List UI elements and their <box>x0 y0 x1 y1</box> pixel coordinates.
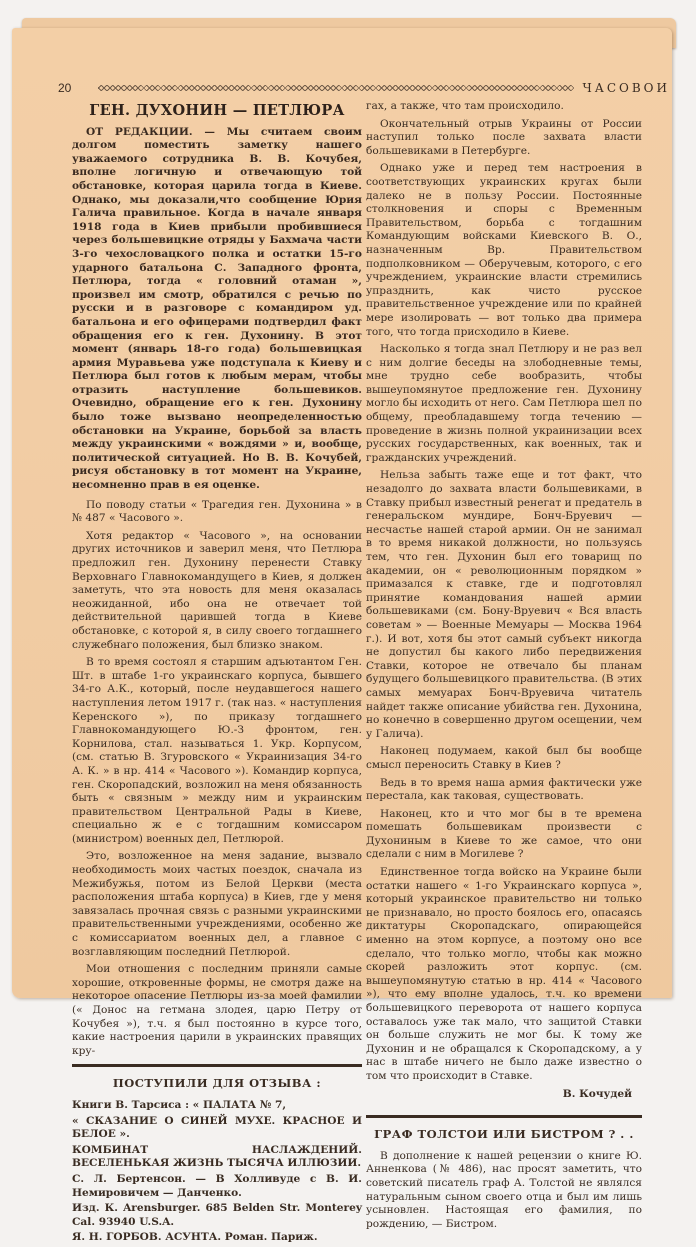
article-paragraph: Насколько я тогда знал Петлюру и не раз вел с ним долгие беседы на злободневные темы, мне трудно себе вообразить, чтобы вышеупомянутое предложение ген. Духонину могло бы исходить от него. Сам Петлюра шел по общему, преобладавшему тогда течению — проведение в жизнь полной украинизации всех русских государственных, как военных, так и гражданских учреждений. <box>366 343 642 464</box>
editorial-note: ОТ РЕДАКЦИИ. — Мы считаем своим долгом поместить заметку нашего уважаемого сотрудника В. В. Кочубея, вполне логичную и отвечающую той обстановке, которая царила тогда в Киеве. Однако, мы доказали,что сообщение Юрия Галича правильное. Когда в начале января 1918 года в Киев прибыли пробившиеся через большевицкие отряды у Бахмача части 3-го чехословацкого полка и остатки 15-го ударного батальона С. Западного фронта, Петлюра, тогда « головний отаман », произвел им смотр, обратился с речью по русски и в разговоре с командиром уд. батальона и его офицерами подтвердил факт обращения его к ген. Духонину. В этот момент (январь 18-го года) большевицкая армия Муравьева уже подступала к Киеву и Петлюра был готов к любым мерам, чтобы отразить наступление большевиков. Очевидно, обращение его к ген. Духонину было тоже вызвано неопределенностью обстановки на Украине, борьбой за власть между украинскими « вождями » и, вообще, политической ситуацией. Но В. В. Кочубей, рисуя обстановку в тот момент на Украине, несомненно прав в ея оценке. <box>72 125 362 492</box>
article-paragraph: Это, возложенное на меня задание, вызвало необходимость моих частых поездок, сначала из Межибужья, потом из Белой Церкви (места расположения штаба корпуса) в Киев, где у меня завязалась прочная связь с разными украинскими правительственными учреждениями, особенно же с комиссариатом военных дел, а главное с возглавляющим последний Петлюрой. <box>72 850 362 958</box>
article-title: ГЕН. ДУХОНИН — ПЕТЛЮРА <box>89 102 345 119</box>
article-paragraph: По поводу статьи « Трагедия ген. Духонина » в № 487 « Часового ». <box>72 498 362 525</box>
article-paragraph: Наконец, кто и что мог бы в те времена помешать большевикам произвести с Духониным в Киеве то же самое, что они сделали с ним в Могилеве ? <box>366 807 642 861</box>
article-paragraph: Хотя редактор « Часового », на основании других источников и заверил меня, что Петлюра предложил ген. Духонину перенести Ставку Верховнаго Главнокомандущего в Киев, я должен заметуть, что эта новость для меня оказалась неожиданной, ибо она не отвечает той действительной царившей тогда в Киеве обстановке, с которой я, в силу своего тогдашнего служебнаго положения, был близко знаком. <box>72 529 362 651</box>
article-paragraph: Единственное тогда войско на Украине были остатки нашего « 1-го Украинскаго корпуса », который украинское правительство ни только не признавало, но просто боялось его, опасаясь диктатуры Скоропадскаго, опирающейся именно на этом корпусе, а поэтому оно все сделало, что только могло, чтобы как можно скорей разложить этот корпус. (см. вышеупомянутую статью в нр. 414 « Часового »), что ему вполне удалось, т.ч. ко времени большевицкого переворота от нашего корпуса оставалось уже так мало, что защитой Ставки он больше служить не мог бы. К тому же Духонин и не обращался к Скоропадскому, а у нас в штабе ничего не было даже известно о том что происходит в Ставке. <box>366 866 642 1082</box>
article-paragraph: Однако уже и перед тем настроения в соответствующих украинских кругах были далеко не в пользу России. Постоянные столкновения и споры с Временным Правительством, борьба с тогдашним Командующим войсками Киевского В. О., назначенным Вр. Правительством подполковником — Оберучевым, которого, с его учреждением, украинские власти стремились упразднить, как чисто русское правительственное учреждение или по крайней мере изолировать — вот только два примера того, что тогда присходило в Киеве. <box>366 162 642 338</box>
books-received-heading: ПОСТУПИЛИ ДЛЯ ОТЗЫВА : <box>112 1076 322 1091</box>
journal-name: ЧАСОВОИ <box>582 81 670 95</box>
left-column <box>72 100 362 1247</box>
page-number: 20 <box>58 81 72 95</box>
article-paragraph: Ведь в то время наша армия фактически уже перестала, как таковая, существовать. <box>366 776 642 803</box>
books-received-section <box>72 1077 362 1245</box>
book-entry: « СКАЗАНИЕ О СИНЕЙ МУХЕ. КРАСНОЕ И БЕЛОЕ ». <box>72 1114 362 1141</box>
article-paragraph: гах, а также, что там происходило. <box>366 100 564 112</box>
article-paragraph: Наконец подумаем, какой был бы вообще смысл переносить Ставку в Киев ? <box>366 745 642 771</box>
section-divider <box>72 1064 362 1067</box>
decorative-wavy-rule <box>98 85 574 91</box>
book-entry: Книги В. Тарсиса : « ПАЛАТА № 7, <box>72 1098 287 1111</box>
article-paragraph: Нельза забыть таже еще и тот факт, что незадолго до захвата власти большевиками, в Ставку прибыл известный ренегат и предатель в генеральском мундире, Бонч-Бруевич — несчастье нашей старой армии. Он не занимал в то время никакой должности, но пользуясь тем, что ген. Духонин был его товарищ по академии, он « революционным порядком » примазался к ставке, где и подготовлял принятие командования нашей армии большевиками (см. Бону-Вруевич « Вся власть советам » — Военные Мемуары — Москва 1964 г.). И вот, хотя бы этот самый субъект никогда не допустил бы какого либо передвижения Ставки, которое не отвечало бы планам будущего большевицкого правительства. (В этих самых мемуарах Бонч-Вруевича читатель найдет также описание убийства ген. Духонина, но конечно в совершенно другом осещении, чем у Галича). <box>366 469 642 740</box>
article-paragraph: Мои отношения с последним приняли самые хорошие, откровенные формы, не смотря даже на некоторое опасение Петлюры из-за моей фамилии (« Донос на гетмана злодея, царю Петру от Кочубея »), т.ч. я был постоянно в курсе того, какие настроения царили в украинских правящих кру- <box>72 963 362 1057</box>
running-head <box>58 80 670 96</box>
note-text: В дополнение к нашей рецензии о книге Ю. Анненкова (№ 486), нас просят заметить, что советский писатель граф А. Толстой не являлся натуральным сыном своего отца и был им лишь усыновлен. Настоящая его фамилия, по рождению, — Бистром. <box>366 1149 642 1230</box>
book-entry: Изд. К. Arensburger. 685 Belden Str. Monterey Cal. 93940 U.S.A. <box>72 1202 362 1228</box>
article-paragraph: В то время состоял я старшим адъютантом Ген. Шт. в штабе 1-го украинскаго корпуса, бывшего 34-го А.К., который, после неудавшегося нашего наступления летом 1917 г. (так наз. « наступления Керенского »), по приказу тогдашнего Главнокомандующего Ю.-З фронтом, ген. Корнилова, стал. называться 1. Укр. Корпусом, (см. статью В. Згуровского « Украинизация 34-го А. К. » в нр. 414 « Часового »). Командир корпуса, ген. Скоропадский, возложил на меня обязанность быть « связным » между ним и украинским правительством Центральной Рады в Киеве, специально ж е с тогдашним комиссаром (министром) военных дел, Петлюрой. <box>72 656 362 845</box>
book-entry: КОМБИНАТ НАСЛАЖДЕНИЙ. ВЕСЕЛЕНЬКАЯ ЖИЗНЬ ТЫСЯЧА ИЛЛЮЗИИ. <box>72 1143 362 1170</box>
note-heading: ГРАФ ТОЛСТОИ ИЛИ БИСТРОМ ? . . <box>374 1127 634 1142</box>
note-section <box>366 1128 642 1231</box>
right-column <box>366 100 642 1235</box>
author-signature: В. Кочудей <box>562 1087 632 1100</box>
book-entry: С. Л. Бертенсон. — В Холливуде с В. И. Немировичем — Данченко. <box>72 1172 362 1199</box>
article-paragraph: Окончательный отрыв Украины от России наступил только после захвата власти большевиками в Петербурге. <box>366 117 642 157</box>
book-entry: Я. Н. ГОРБОВ. АСУНТА. Роман. Париж. <box>72 1231 318 1244</box>
section-divider <box>366 1115 642 1118</box>
